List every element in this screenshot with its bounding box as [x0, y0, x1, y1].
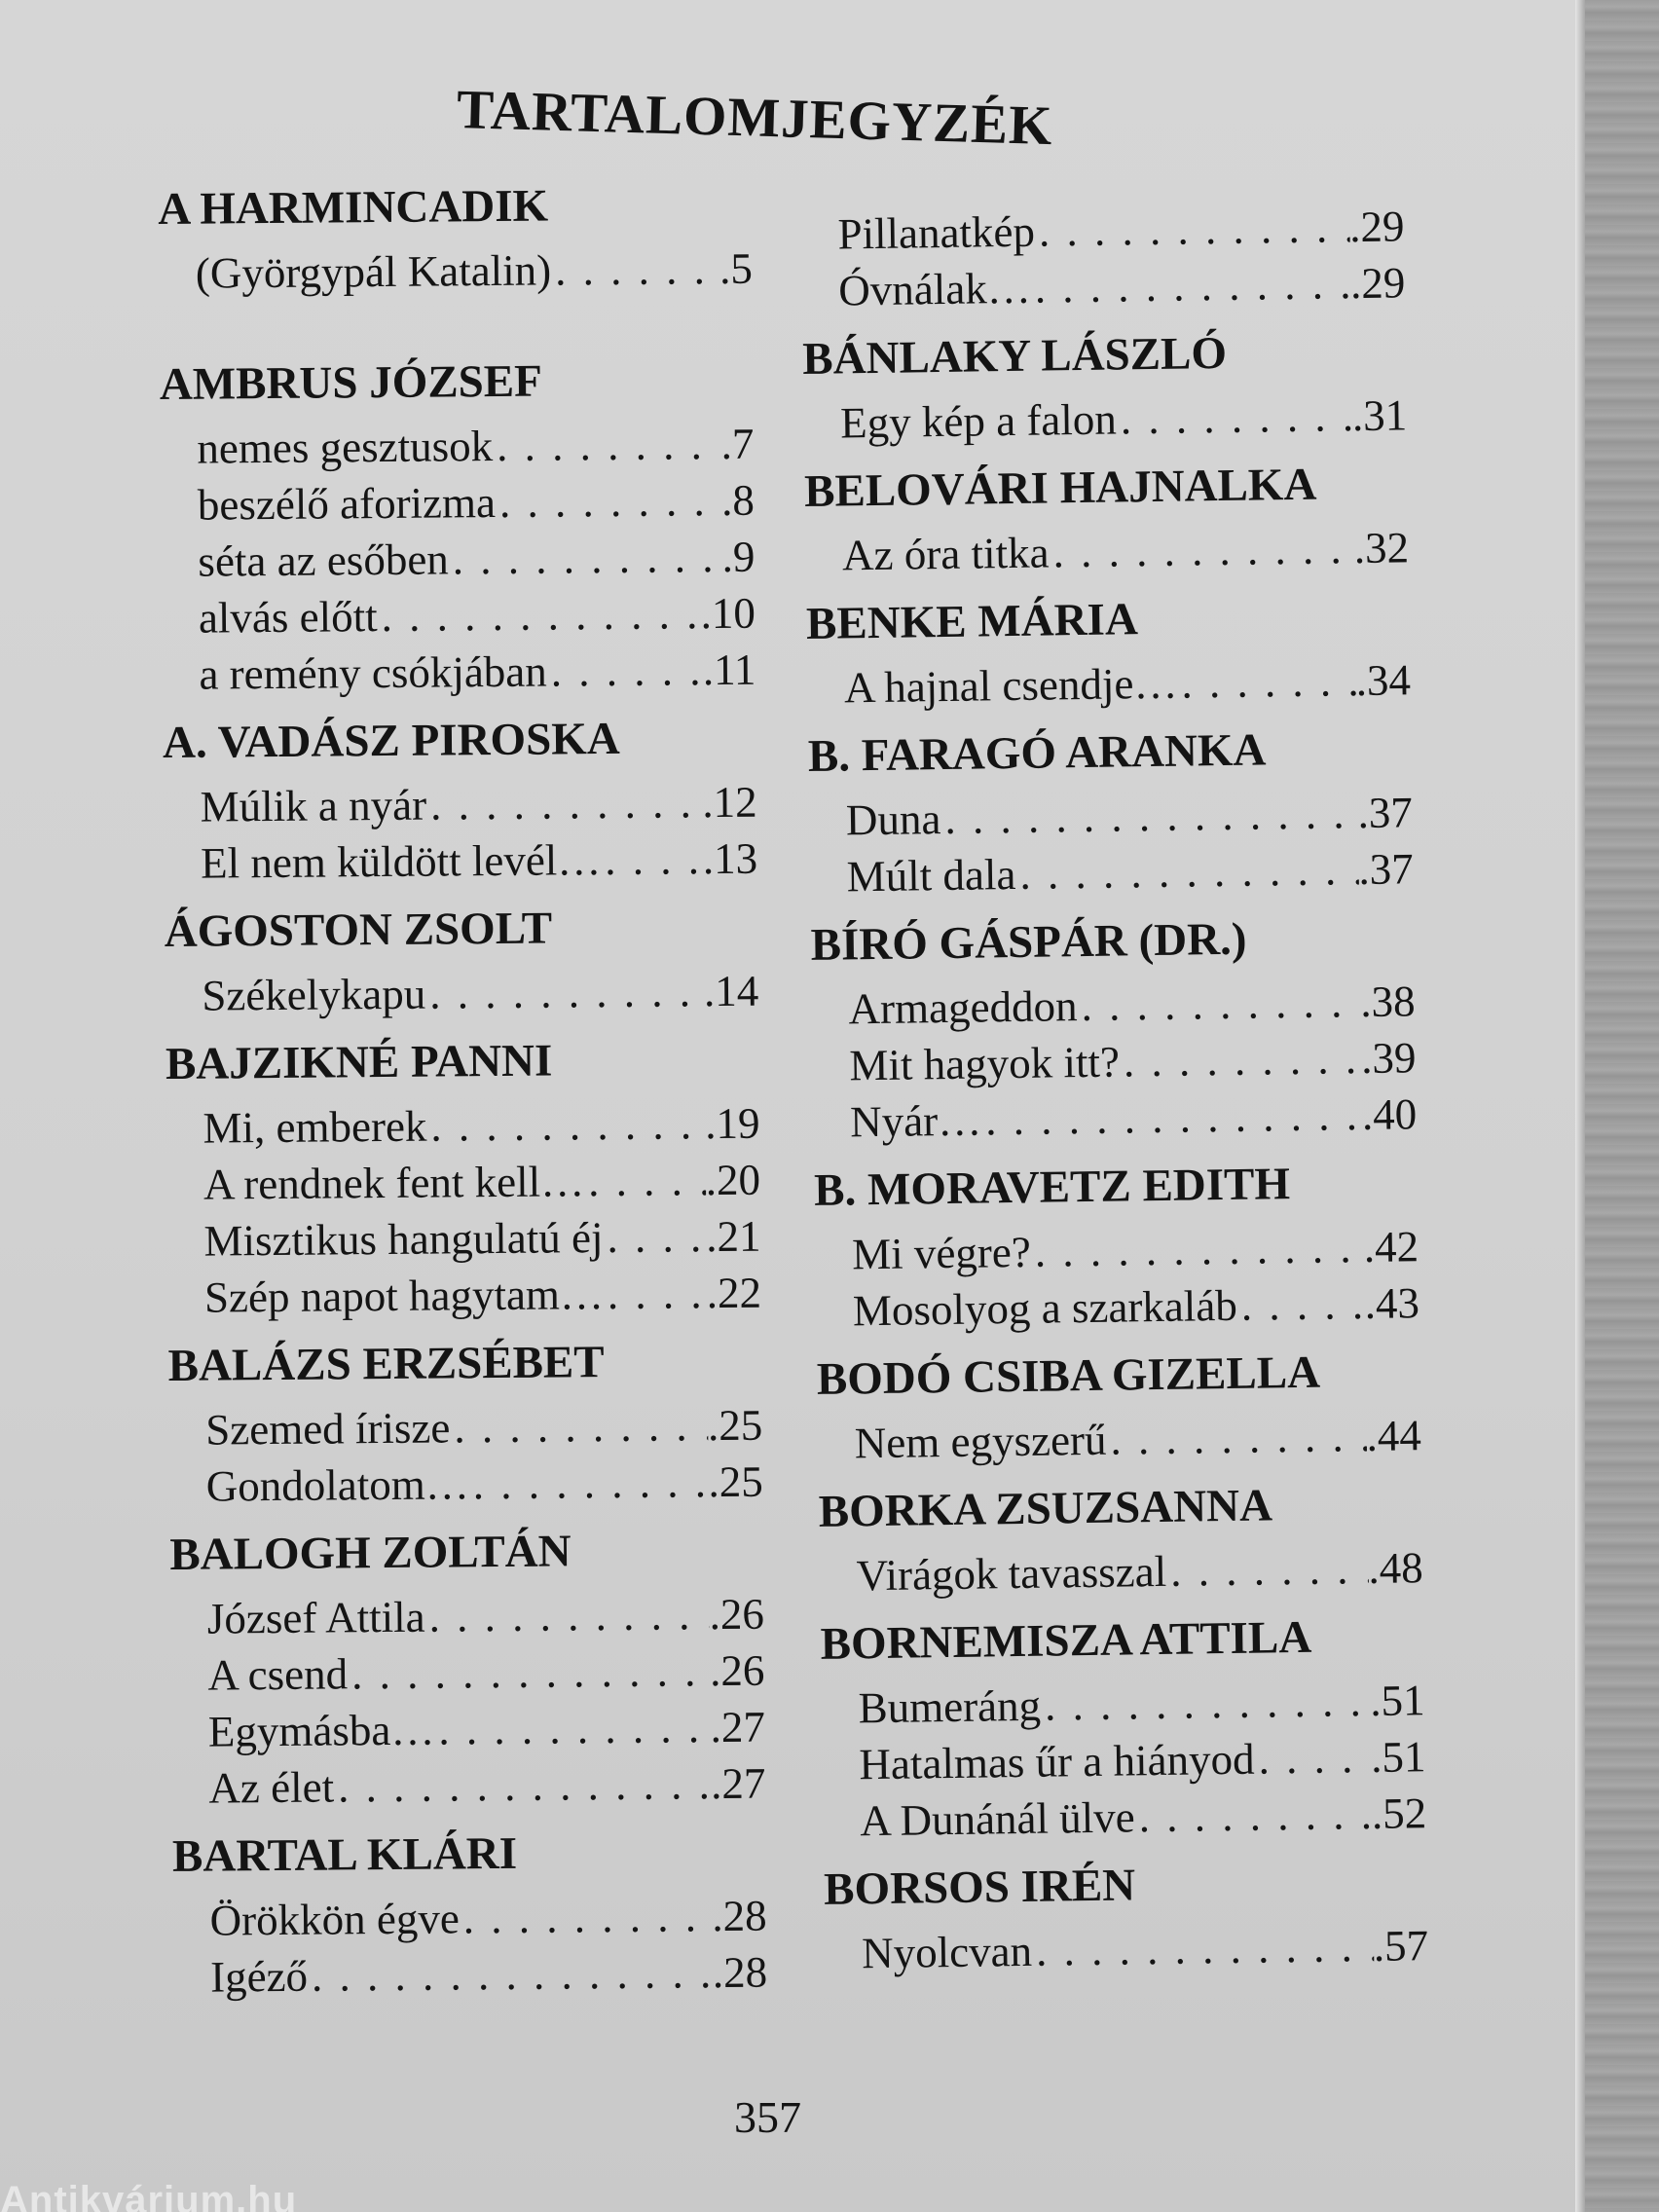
toc-entry: [173, 1944, 767, 2006]
dot-leader: [1236, 1275, 1365, 1334]
entry-title: A Dunánál ülve: [859, 1792, 1136, 1846]
dot-leader: [1077, 974, 1361, 1034]
toc-entry: [816, 1274, 1420, 1340]
toc-entry: [800, 198, 1405, 263]
toc-entries: [815, 1218, 1420, 1340]
toc-author-group: [804, 453, 1410, 584]
toc-entries: [803, 387, 1408, 452]
toc-author: A. VADÁSZ PIROSKA: [162, 713, 620, 768]
toc-author: BORSOS IRÉN: [823, 1860, 1136, 1915]
entry-title: Székelykapu: [202, 969, 426, 1020]
toc-entry: [166, 1095, 759, 1157]
dot-leader: [308, 1944, 713, 2005]
entry-title: Mosolyog a szarkaláb: [852, 1280, 1238, 1336]
dot-leader: [584, 1152, 706, 1209]
entry-page: .38: [1359, 977, 1416, 1027]
dot-leader: [940, 785, 1358, 847]
entry-page: .31: [1351, 390, 1408, 441]
dot-leader: [981, 1087, 1363, 1148]
entry-title: Hatalmas űr a hiányod: [859, 1734, 1255, 1789]
toc-entry: [813, 1086, 1418, 1151]
toc-author: BENKE MÁRIA: [805, 594, 1139, 649]
entry-page: .27: [710, 1702, 766, 1752]
toc-entry: [171, 1699, 765, 1760]
entry-page: .28: [712, 1947, 768, 1998]
toc-author-group: [160, 350, 756, 703]
toc-entries: [170, 1586, 766, 1817]
toc-entry: [170, 1642, 764, 1704]
entry-title: A hajnal csendje…: [843, 658, 1178, 713]
entry-title: Pillanatkép: [837, 206, 1036, 259]
entry-page: .32: [1353, 523, 1410, 573]
entry-page: .27: [710, 1758, 766, 1809]
entry-page: .12: [702, 777, 757, 828]
toc-author-group: [167, 1331, 763, 1515]
entry-page: .43: [1364, 1278, 1420, 1329]
toc-author-group: [824, 1851, 1429, 1982]
toc-entries: [168, 1397, 763, 1515]
dot-leader: [551, 240, 719, 299]
entry-title: séta az esőben: [198, 535, 450, 586]
toc-entry: [819, 1539, 1423, 1604]
toc-entry: [822, 1728, 1426, 1793]
dot-leader: [1035, 199, 1350, 260]
entry-title: Gondolatom…: [205, 1459, 469, 1511]
toc-author-group: [158, 174, 753, 302]
dot-leader: [1041, 1673, 1371, 1734]
toc-author: A HARMINCADIK: [158, 180, 549, 235]
watermark: Antikvárium.hu: [0, 2179, 298, 2212]
entry-page: .19: [705, 1098, 760, 1149]
dot-leader: [1049, 520, 1354, 580]
entry-title: alvás előtt: [198, 592, 378, 643]
toc-author-group: [802, 320, 1408, 452]
entry-title: Nem egyszerű: [854, 1415, 1107, 1468]
background-surface: [1585, 0, 1659, 2212]
entry-title: Egymásba…: [207, 1705, 435, 1756]
entry-title: Egy kép a falon: [839, 394, 1118, 448]
toc-entry: [168, 1454, 762, 1515]
dot-leader: [434, 1699, 711, 1757]
toc-author: B. FARAGÓ ARANKA: [807, 724, 1267, 782]
dot-leader: [1119, 1030, 1361, 1089]
entry-page: .57: [1373, 1921, 1429, 1971]
entry-title: Misztikus hangulatú éj: [203, 1213, 604, 1266]
toc-entry: [168, 1397, 762, 1458]
entry-title: Mit hagyok itt?: [849, 1037, 1121, 1090]
toc-author: BALOGH ZOLTÁN: [169, 1526, 571, 1580]
toc-author: ÁGOSTON ZSOLT: [164, 903, 553, 957]
toc-entries: [807, 651, 1412, 717]
entry-page: .11: [702, 645, 756, 695]
entry-title: Múlik a nyár: [200, 780, 427, 831]
dot-leader: [547, 642, 704, 699]
toc-entries: [825, 1917, 1429, 1982]
toc-entry: [159, 240, 753, 302]
entry-page: .34: [1355, 655, 1412, 706]
toc-author: BORKA ZSUZSANNA: [818, 1480, 1273, 1537]
toc-author-group: [810, 906, 1417, 1151]
dot-leader: [493, 416, 721, 474]
entry-page: .5: [719, 243, 754, 293]
dot-leader: [1116, 387, 1352, 447]
entry-page: .10: [700, 588, 756, 639]
toc-entry: [172, 1888, 766, 1949]
dot-leader: [1254, 1729, 1371, 1788]
entry-title: Mi végre?: [851, 1227, 1032, 1279]
toc-author-group: [808, 718, 1415, 905]
entry-title: A csend: [207, 1649, 349, 1700]
toc-author-group: [820, 1605, 1426, 1850]
toc-author: BÍRÓ GÁSPÁR (DR.): [810, 913, 1247, 971]
toc-author-group: [169, 1520, 766, 1817]
entry-title: beszélő aforizma: [197, 477, 497, 530]
dot-leader: [426, 1095, 705, 1154]
entry-title: Nyolcvan: [861, 1926, 1033, 1978]
toc-author-group: [166, 1029, 762, 1326]
toc-entries: [805, 519, 1410, 584]
entry-page: .25: [707, 1400, 763, 1451]
entry-title: Mi, emberek: [203, 1101, 427, 1153]
toc-entry: [167, 1265, 761, 1326]
entry-page: .37: [1358, 844, 1414, 895]
entry-title: Armageddon: [848, 981, 1078, 1034]
toc-entries: [800, 198, 1406, 319]
entry-page: .21: [706, 1211, 761, 1262]
entry-title: Szemed írisze: [204, 1403, 451, 1455]
toc-author: BALÁZS ERZSÉBET: [167, 1337, 605, 1391]
entry-page: .13: [702, 833, 758, 884]
toc-entry: [815, 1218, 1419, 1283]
toc-entry: [821, 1672, 1425, 1737]
toc-author-group: [814, 1152, 1420, 1340]
entry-title: El nem küldött levél…: [200, 835, 602, 888]
entry-page: .22: [706, 1268, 762, 1318]
entry-page: .48: [1368, 1543, 1424, 1593]
toc-entry: [801, 254, 1406, 319]
dot-leader: [449, 529, 722, 587]
toc-entry: [160, 416, 754, 477]
toc-author-group: [800, 198, 1406, 319]
toc-entries: [166, 1095, 761, 1326]
dot-leader: [601, 830, 703, 888]
toc-entry: [162, 642, 756, 703]
dot-leader: [468, 1454, 708, 1512]
dot-leader: [334, 1755, 712, 1815]
page-number: 357: [734, 2092, 801, 2142]
toc-author: BÁNLAKY LÁSZLÓ: [801, 327, 1228, 385]
dot-leader: [1032, 1918, 1375, 1979]
toc-entry: [808, 784, 1413, 849]
toc-entry: [803, 387, 1408, 452]
toc-entry: [823, 1785, 1427, 1850]
dot-leader: [1134, 1786, 1372, 1845]
dot-leader: [1177, 652, 1356, 712]
dot-leader: [450, 1397, 708, 1456]
dot-leader: [496, 472, 722, 531]
page-edge: [1575, 0, 1585, 2212]
entry-page: .29: [1349, 258, 1406, 309]
toc-entry: [161, 529, 755, 590]
entry-title: a remény csókjában: [199, 646, 547, 699]
toc-entries: [821, 1672, 1426, 1850]
entry-title: Duna: [845, 794, 941, 845]
toc-entry: [817, 1407, 1421, 1472]
entry-page: .26: [709, 1589, 765, 1640]
toc-entries: [817, 1407, 1421, 1472]
entry-page: .42: [1363, 1222, 1419, 1272]
toc-author: BORNEMISZA ATTILA: [820, 1611, 1312, 1670]
toc-entries: [159, 240, 753, 302]
toc-entry: [811, 973, 1416, 1038]
toc-author: BODÓ CSIBA GIZELLA: [816, 1346, 1321, 1405]
dot-leader: [604, 1265, 707, 1322]
entry-page: .28: [712, 1891, 767, 1941]
toc-entry: [809, 840, 1414, 905]
entry-title: Örökkön égve: [209, 1894, 461, 1945]
toc-entry: [164, 830, 757, 892]
toc-entry: [171, 1755, 765, 1817]
entry-page: .25: [708, 1456, 763, 1507]
entry-title: Nyár…: [849, 1095, 982, 1147]
toc-author: BARTAL KLÁRI: [171, 1827, 518, 1882]
toc-author: BELOVÁRI HAJNALKA: [803, 459, 1317, 517]
entry-page: .52: [1371, 1788, 1427, 1838]
entry-title: Virágok tavasszal: [856, 1546, 1167, 1601]
toc-entries: [808, 784, 1414, 905]
entry-title: Igéző: [209, 1951, 309, 2002]
entry-page: .20: [705, 1155, 761, 1205]
dot-leader: [603, 1208, 706, 1266]
dot-leader: [424, 1586, 710, 1645]
toc-entry: [166, 1208, 760, 1270]
dot-leader: [1015, 841, 1359, 903]
toc-entry: [812, 1029, 1417, 1094]
toc-author: BAJZIKNÉ PANNI: [165, 1035, 553, 1089]
toc-right-column: [800, 192, 1429, 1991]
dot-leader: [1030, 255, 1350, 316]
toc-author-group: [816, 1341, 1421, 1472]
entry-title: nemes gesztusok: [197, 422, 494, 473]
entry-page: .37: [1357, 788, 1414, 838]
dot-leader: [460, 1888, 713, 1946]
toc-entry: [161, 472, 755, 534]
toc-entries: [165, 963, 758, 1024]
toc-author-group: [164, 897, 758, 1024]
entry-title: Szép napot hagytam…: [203, 1270, 605, 1322]
dot-leader: [1030, 1219, 1364, 1280]
toc-entries: [172, 1888, 767, 2006]
entry-page: .51: [1370, 1732, 1426, 1782]
toc-author-group: [818, 1473, 1423, 1604]
entry-page: .7: [720, 419, 755, 468]
toc-entry: [825, 1917, 1429, 1982]
toc-entry: [807, 651, 1412, 717]
toc-author: B. MORAVETZ EDITH: [813, 1159, 1291, 1216]
toc-entries: [163, 774, 757, 892]
toc-left-column: [158, 174, 767, 2015]
toc-entry: [170, 1586, 764, 1647]
entry-title: Múlt dala: [846, 849, 1016, 902]
entry-page: .40: [1361, 1089, 1418, 1140]
entry-title: (Györgypál Katalin): [195, 245, 552, 298]
toc-author-group: [172, 1822, 768, 2006]
dot-leader: [425, 963, 704, 1021]
toc-author: AMBRUS JÓZSEF: [159, 355, 543, 410]
entry-page: .44: [1366, 1411, 1422, 1461]
entry-page: .14: [703, 966, 759, 1016]
toc-entries: [160, 416, 756, 703]
page-title: TARTALOMJEGYZÉK: [456, 78, 1054, 158]
dot-leader: [1106, 1408, 1367, 1468]
toc-entries: [819, 1539, 1423, 1604]
entry-page: .9: [721, 532, 756, 581]
toc-entries: [811, 973, 1417, 1151]
toc-entry: [165, 963, 758, 1024]
entry-title: Bumeráng: [858, 1680, 1042, 1733]
entry-page: .8: [720, 475, 756, 525]
entry-title: József Attila: [206, 1592, 425, 1643]
dot-leader: [426, 774, 703, 832]
entry-title: Az élet: [208, 1762, 335, 1813]
entry-title: Óvnálak…: [837, 263, 1032, 315]
toc-author-group: [163, 708, 758, 892]
entry-page: .39: [1360, 1033, 1417, 1084]
entry-title: Az óra titka: [841, 528, 1050, 580]
entry-page: .29: [1348, 202, 1405, 252]
toc-entry: [805, 519, 1410, 584]
dot-leader: [348, 1642, 711, 1702]
toc-author-group: [806, 585, 1412, 717]
toc-entry: [166, 1152, 760, 1213]
dot-leader: [377, 585, 701, 645]
dot-leader: [1166, 1540, 1369, 1600]
toc-entry: [162, 585, 756, 646]
entry-page: .26: [709, 1645, 765, 1696]
entry-page: .51: [1369, 1676, 1425, 1725]
entry-title: A rendnek fent kell…: [203, 1157, 585, 1209]
toc-entry: [163, 774, 756, 835]
